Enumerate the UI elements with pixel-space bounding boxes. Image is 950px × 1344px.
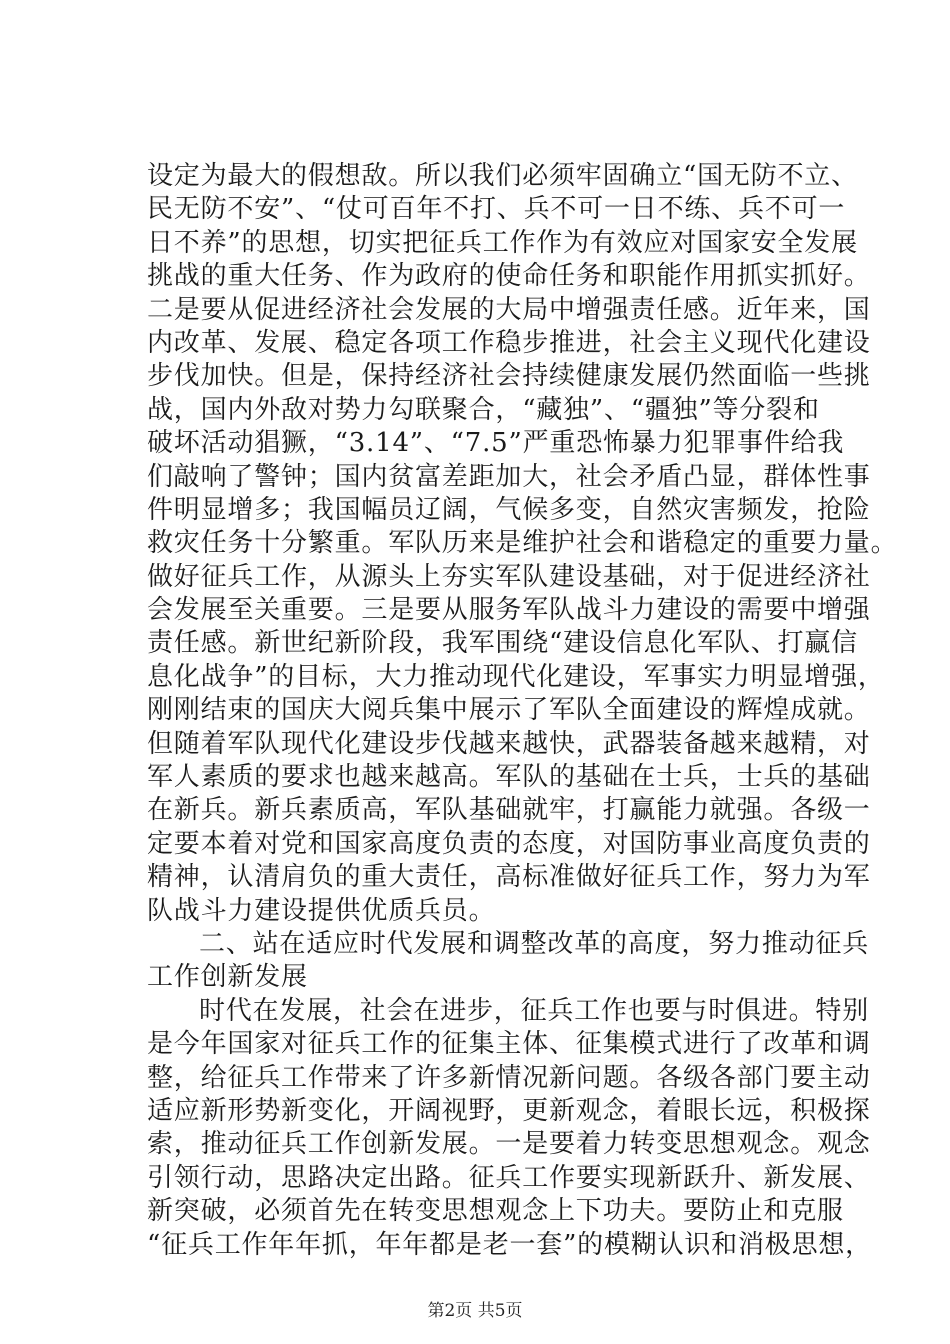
text-line: 做好征兵工作，从源头上夯实军队建设基础，对于促进经济社 (147, 561, 871, 592)
text-line: 引领行动，思路决定出路。征兵工作要实现新跃升、新发展、 (147, 1162, 871, 1193)
text-line: 在新兵。新兵素质高，军队基础就牢，打赢能力就强。各级一 (147, 795, 871, 826)
text-line: 步伐加快。但是，保持经济社会持续健康发展仍然面临一些挑 (147, 361, 871, 392)
text-line: 二是要从促进经济社会发展的大局中增强责任感。近年来，国 (147, 294, 871, 325)
text-line: “征兵工作年年抓，年年都是老一套”的模糊认识和消极思想， (147, 1229, 872, 1260)
text-line: 新突破，必须首先在转变思想观念上下功夫。要防止和克服 (147, 1196, 844, 1227)
text-line: 适应新形势新变化，开阔视野，更新观念，着眼长远，积极探 (147, 1095, 871, 1126)
page-number-footer: 第2页 共5页 (427, 1301, 523, 1321)
text-line: 军人素质的要求也越来越高。军队的基础在士兵，士兵的基础 (147, 762, 871, 793)
text-line: 们敲响了警钟；国内贫富差距加大，社会矛盾凸显，群体性事 (147, 461, 871, 492)
document-body (147, 160, 898, 1262)
text-line: 索，推动征兵工作创新发展。一是要着力转变思想观念。观念 (147, 1129, 871, 1160)
text-line: 息化战争”的目标，大力推动现代化建设，军事实力明显增强， (147, 661, 885, 692)
text-line: 但随着军队现代化建设步伐越来越快，武器装备越来越精，对 (147, 728, 871, 759)
text-line: 定要本着对党和国家高度负责的态度，对国防事业高度负责的 (147, 828, 871, 859)
section-heading-continued: 工作创新发展 (147, 962, 308, 993)
text-line: 件明显增多；我国幅员辽阔，气候多变，自然灾害频发，抢险 (147, 494, 871, 525)
text-line: 日不养”的思想，切实把征兵工作作为有效应对国家安全发展 (147, 227, 858, 258)
text-line: 会发展至关重要。三是要从服务军队战斗力建设的需要中增强 (147, 595, 871, 626)
text-line: 是今年国家对征兵工作的征集主体、征集模式进行了改革和调 (147, 1029, 871, 1060)
text-line: 精神，认清肩负的重大责任，高标准做好征兵工作，努力为军 (147, 862, 871, 893)
text-line: 责任感。新世纪新阶段，我军围绕“建设信息化军队、打赢信 (147, 628, 858, 659)
text-line: 设定为最大的假想敌。所以我们必须牢固确立“国无防不立、 (147, 161, 858, 191)
text-line: 刚刚结束的国庆大阅兵集中展示了军队全面建设的辉煌成就。 (147, 695, 871, 726)
section-heading: 二、站在适应时代发展和调整改革的高度，努力推动征兵 (199, 928, 870, 959)
text-line: 破坏活动猖獗，“3.14”、“7.5”严重恐怖暴力犯罪事件给我 (147, 428, 845, 459)
text-line: 战，国内外敌对势力勾联聚合，“藏独”、“疆独”等分裂和 (147, 394, 820, 425)
text-line: 整，给征兵工作带来了许多新情况新问题。各级各部门要主动 (147, 1062, 871, 1093)
text-line: 内改革、发展、稳定各项工作稳步推进，社会主义现代化建设 (147, 327, 871, 358)
text-line: 民无防不安”、“仗可百年不打、兵不可一日不练、兵不可一 (147, 194, 846, 225)
text-line: 挑战的重大任务、作为政府的使命任务和职能作用抓实抓好。 (147, 261, 871, 292)
text-line: 队战斗力建设提供优质兵员。 (147, 895, 496, 926)
text-line: 时代在发展，社会在进步，征兵工作也要与时俱进。特别 (199, 995, 870, 1026)
text-line: 救灾任务十分繁重。军队历来是维护社会和谐稳定的重要力量。 (147, 528, 898, 559)
